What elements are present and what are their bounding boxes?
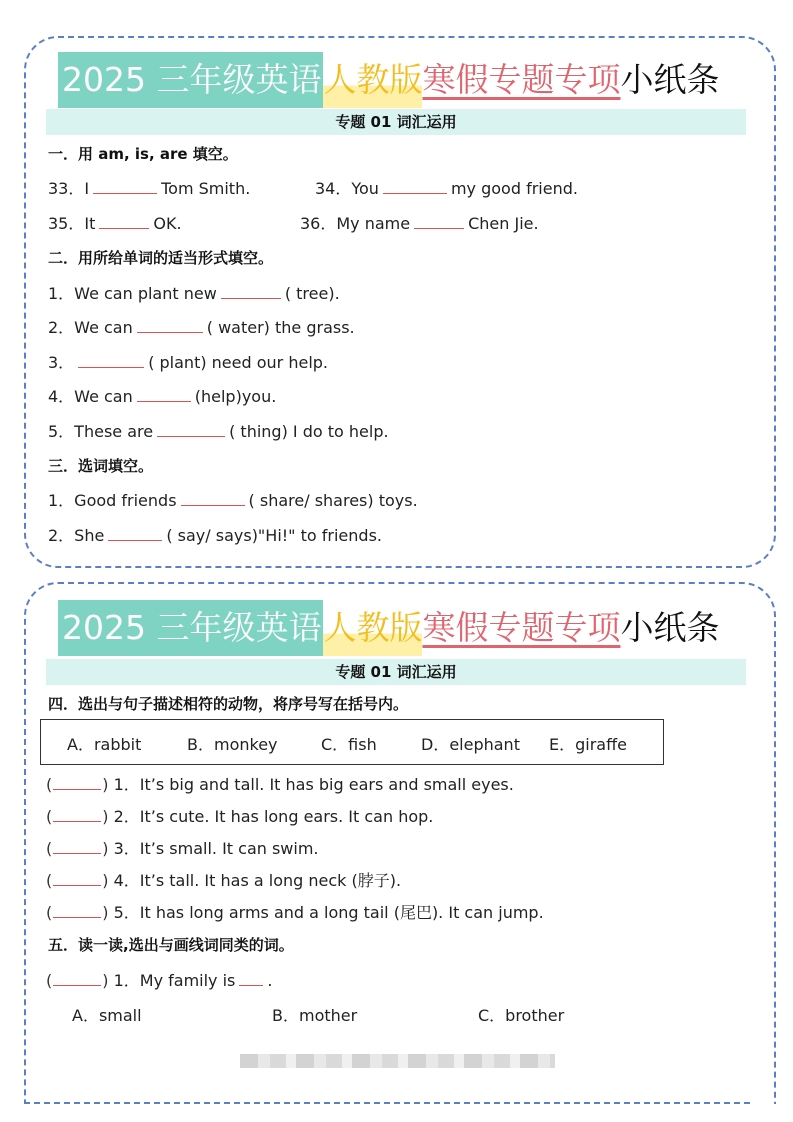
- section-2-item: 4．We can (help)you.: [48, 387, 277, 406]
- animal-options-box: [40, 719, 664, 765]
- answer-blank[interactable]: [53, 903, 101, 918]
- option-rabbit: A．rabbit: [67, 735, 142, 754]
- option-giraffe: E．giraffe: [549, 735, 627, 754]
- matching-item: ( ) 4．It’s tall. It has a long neck (脖子).: [46, 871, 402, 890]
- section-5-question: ( ) 1．My family is .: [46, 971, 273, 990]
- answer-blank[interactable]: [93, 179, 157, 194]
- choice-mother: B．mother: [272, 1006, 358, 1025]
- matching-item: ( ) 5．It has long arms and a long tail (尾巴). It can jump.: [46, 903, 544, 922]
- answer-blank[interactable]: [221, 284, 281, 299]
- section-2-item: 2．We can ( water) the grass.: [48, 318, 355, 337]
- worksheet-title-2: 2025 三年级英语 人教版 寒假专题专项 小纸条: [58, 600, 719, 656]
- section-3-item: 2．She ( say/ says)"Hi!" to friends.: [48, 526, 382, 545]
- section-2-item: 5．These are ( thing) I do to help.: [48, 422, 389, 441]
- topic-subtitle-1: 专题 01 词汇运用: [46, 109, 746, 135]
- matching-item: ( ) 2．It’s cute. It has long ears. It can hop.: [46, 807, 434, 826]
- matching-item: ( ) 1．It’s big and tall. It has big ears and small eyes.: [46, 775, 514, 794]
- answer-blank[interactable]: [108, 526, 162, 541]
- section-3-item: 1．Good friends ( share/ shares) toys.: [48, 491, 418, 510]
- answer-blank[interactable]: [414, 214, 464, 229]
- question-35: 35．It OK.: [48, 214, 182, 233]
- section-2-heading: 二．用所给单词的适当形式填空。: [48, 249, 274, 267]
- answer-blank[interactable]: [99, 214, 149, 229]
- answer-blank[interactable]: [78, 353, 144, 368]
- section-1-heading: 一．用 am, is, are 填空。: [48, 145, 238, 163]
- option-elephant: D．elephant: [421, 735, 520, 754]
- answer-blank[interactable]: [53, 807, 101, 822]
- answer-blank[interactable]: [181, 491, 245, 506]
- answer-blank[interactable]: [137, 318, 203, 333]
- answer-blank[interactable]: [137, 387, 191, 402]
- answer-blank[interactable]: [53, 775, 101, 790]
- section-5-heading: 五．读一读,选出与画线词同类的词。: [48, 936, 294, 954]
- worksheet-title-1: 2025 三年级英语 人教版 寒假专题专项 小纸条: [58, 52, 719, 108]
- choice-brother: C．brother: [478, 1006, 565, 1025]
- question-33: 33．I Tom Smith.: [48, 179, 251, 198]
- answer-blank[interactable]: [157, 422, 225, 437]
- underlined-word-blank: [239, 971, 263, 986]
- topic-subtitle-2: 专题 01 词汇运用: [46, 659, 746, 685]
- section-4-heading: 四．选出与句子描述相符的动物，将序号写在括号内。: [48, 695, 409, 713]
- answer-blank[interactable]: [53, 839, 101, 854]
- blurred-watermark: [240, 1054, 555, 1068]
- option-monkey: B．monkey: [187, 735, 278, 754]
- choice-small: A．small: [72, 1006, 142, 1025]
- answer-blank[interactable]: [383, 179, 447, 194]
- question-34: 34．You my good friend.: [315, 179, 578, 198]
- option-fish: C．fish: [321, 735, 377, 754]
- answer-blank[interactable]: [53, 971, 101, 986]
- section-3-heading: 三．选词填空。: [48, 457, 154, 475]
- section-2-item: 3． ( plant) need our help.: [48, 353, 328, 372]
- section-2-item: 1．We can plant new ( tree).: [48, 284, 340, 303]
- answer-blank[interactable]: [53, 871, 101, 886]
- matching-item: ( ) 3．It’s small. It can swim.: [46, 839, 319, 858]
- cut-line: [24, 1102, 750, 1104]
- question-36: 36．My name Chen Jie.: [300, 214, 539, 233]
